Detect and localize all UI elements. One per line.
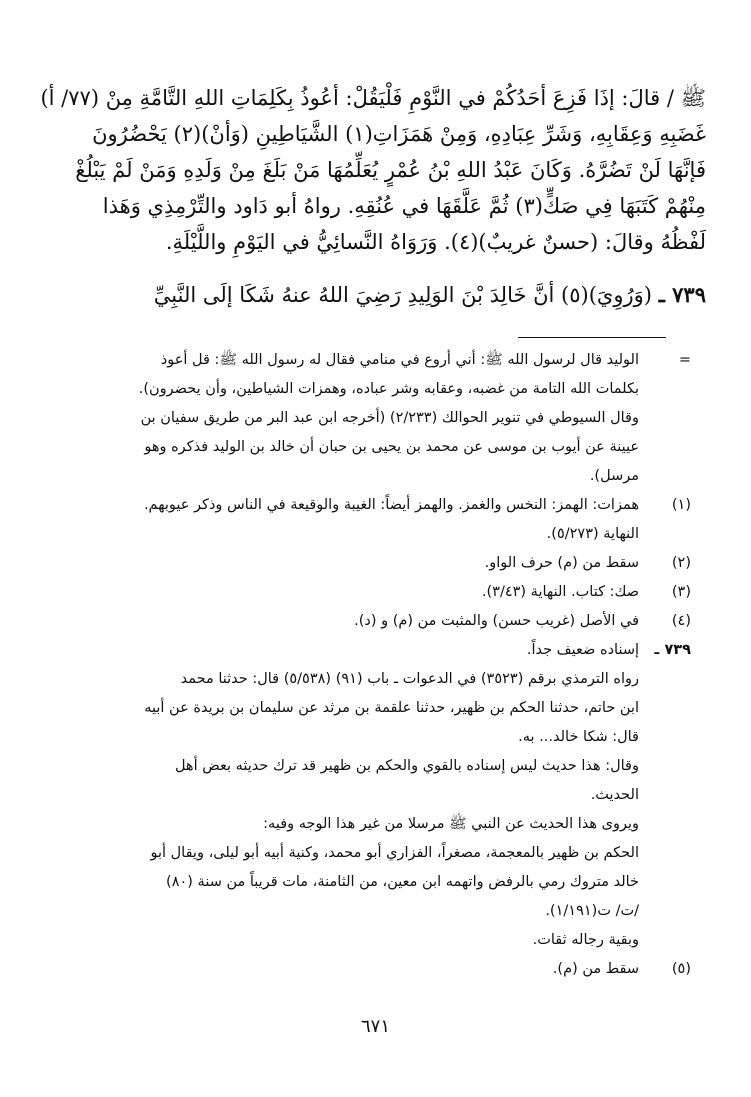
footnote-line: وبقية رجاله ثقات. [532,932,639,948]
footnote-line: عيينة عن أيوب بن موسى عن محمد بن يحيى بن حبان أن خالد بن الوليد فذكره وهو [144,439,639,455]
footnote-line: إسناده ضعيف جداً. [526,642,639,658]
footnote-line: همزات: الهمز: النخس والغمز. والهمز أيضاً: الغيبة والوقيعة في الناس وذكر عيوبهم. [143,497,639,513]
footnote-line: وقال: هذا حديث ليس إسناده بالقوي والحكم بن ظهير قد ترك حديثه بعض أهل [174,758,639,774]
hadith-text: (وَرُوِيَ)(٥) أنَّ خَالِدَ بْنَ الوَلِيدِ رَضِيَ اللهُ عنهُ شَكَا إلَى النَّبِيِّ [153,283,652,307]
footnote-line: سقط من (م) حرف الواو. [484,555,639,571]
page-number: ٦٧١ [360,1016,390,1037]
footnote [58,578,691,607]
footnote-marker: (٣) [671,584,691,600]
main-line: فَإنَّهَا لَنْ تَضُرَّهُ. وَكَانَ عَبْدُ اللهِ بْنُ عُمْرٍ يُعَلِّمُهَا مَنْ بَلَغَ مِنْ وَلَدِهِ وَمَنْ لَمْ يَبْلُغْ [75,158,706,182]
footnote-line: صك: كتاب. النهاية (٣/٤٣). [481,584,639,600]
main-line: مِنْهُمْ كَتَبَهَا فِي صَكٍّ(٣) ثُمَّ عَلَّقَهَا في عُنُقِهِ. رواهُ أبو دَاود والتِّرْمِذِي وَهَذا [102,194,706,218]
takhrij-note [58,636,691,955]
footnote-line: ويروى هذا الحديث عن النبي ﷺ مرسلا من غير هذا الوجه وفيه: [263,816,639,832]
main-line: غَضَبِهِ وَعِقَابِهِ، وَشَرِّ عِبَادِهِ، وَمِنْ هَمَزَاتِ(١) الشَّيَاطِينِ (وَأنْ)(٢) يَحْضُرُونَ [92,122,706,146]
footnote-marker: ٧٣٩ ـ [654,642,691,658]
main-line: ﷺ / قالَ: إذَا فَزِعَ أحَدُكُمْ في النَّوْمِ فَلْيَقُلْ: أعُوذُ بِكَلِمَاتِ اللهِ التَّامَّةِ مِنْ (٧٧/ أ) [40,86,706,110]
footnotes [58,346,691,984]
footnote-marker: (٥) [671,961,691,977]
footnote-line: رواه الترمذي برقم (٣٥٢٣) في الدعوات ـ باب (٩١) (٥/٥٣٨) قال: حدثنا محمد [180,671,639,687]
main-line: لَفْظُهُ وقالَ: (حسنٌ غريبٌ)(٤). وَرَوَاهُ النَّسائِيُّ في اليَوْمِ واللَّيْلَةِ. [165,230,706,254]
footnote-line: خالد متروك رمي بالرفض واتهمه ابن معين، من الثامنة، مات قريباً من سنة (٨٠) [166,874,639,890]
main-text [40,80,706,260]
footnote-line: سقط من (م). [552,961,639,977]
footnote-separator [518,337,666,338]
footnote-line: الحكم بن ظهير بالمعجمة، مصغراً، الفزاري أبو محمد، وكنية أبيه أبو ليلى، ويقال أبو [150,845,639,861]
footnote-line: الوليد قال لرسول الله ﷺ: أني أروع في منامي فقال له رسول الله ﷺ: قل أعوذ [160,352,639,368]
footnote-line: الحديث. [590,787,639,803]
footnote [58,549,691,578]
footnote-line: /ت/ ت(١/١٩١). [545,903,639,919]
footnote-line: ابن حاتم، حدثنا الحكم بن ظهير، حدثنا علقمة بن مرثد عن سليمان بن بريدة عن أبيه [144,700,639,716]
footnote-line: النهاية (٥/٢٧٣). [546,526,639,542]
footnote-line: مرسل). [589,468,639,484]
footnote-marker: = [678,352,691,368]
footnote-line: وقال السيوطي في تنوير الحوالك (٢/٢٣٣) (أخرجه ابن عبد البر من طريق سفيان بن [140,410,639,426]
footnote-line: في الأصل (غريب حسن) والمثبت من (م) و (د). [354,613,639,629]
footnote [58,955,691,984]
hadith-number: ٧٣٩ ـ [658,282,706,307]
footnote-marker: (٢) [671,555,691,571]
hadith-heading [52,277,706,313]
footnote [58,346,691,491]
footnote-line: بكلمات الله التامة من غضبه، وعقابه وشر عباده، وهمزات الشياطين، وأن يحضرون). [138,381,639,397]
footnote-line: قال: شكا خالد... به. [518,729,639,745]
footnote-marker: (٤) [671,613,691,629]
footnote [58,491,691,549]
footnote [58,607,691,636]
footnote-marker: (١) [671,497,691,513]
